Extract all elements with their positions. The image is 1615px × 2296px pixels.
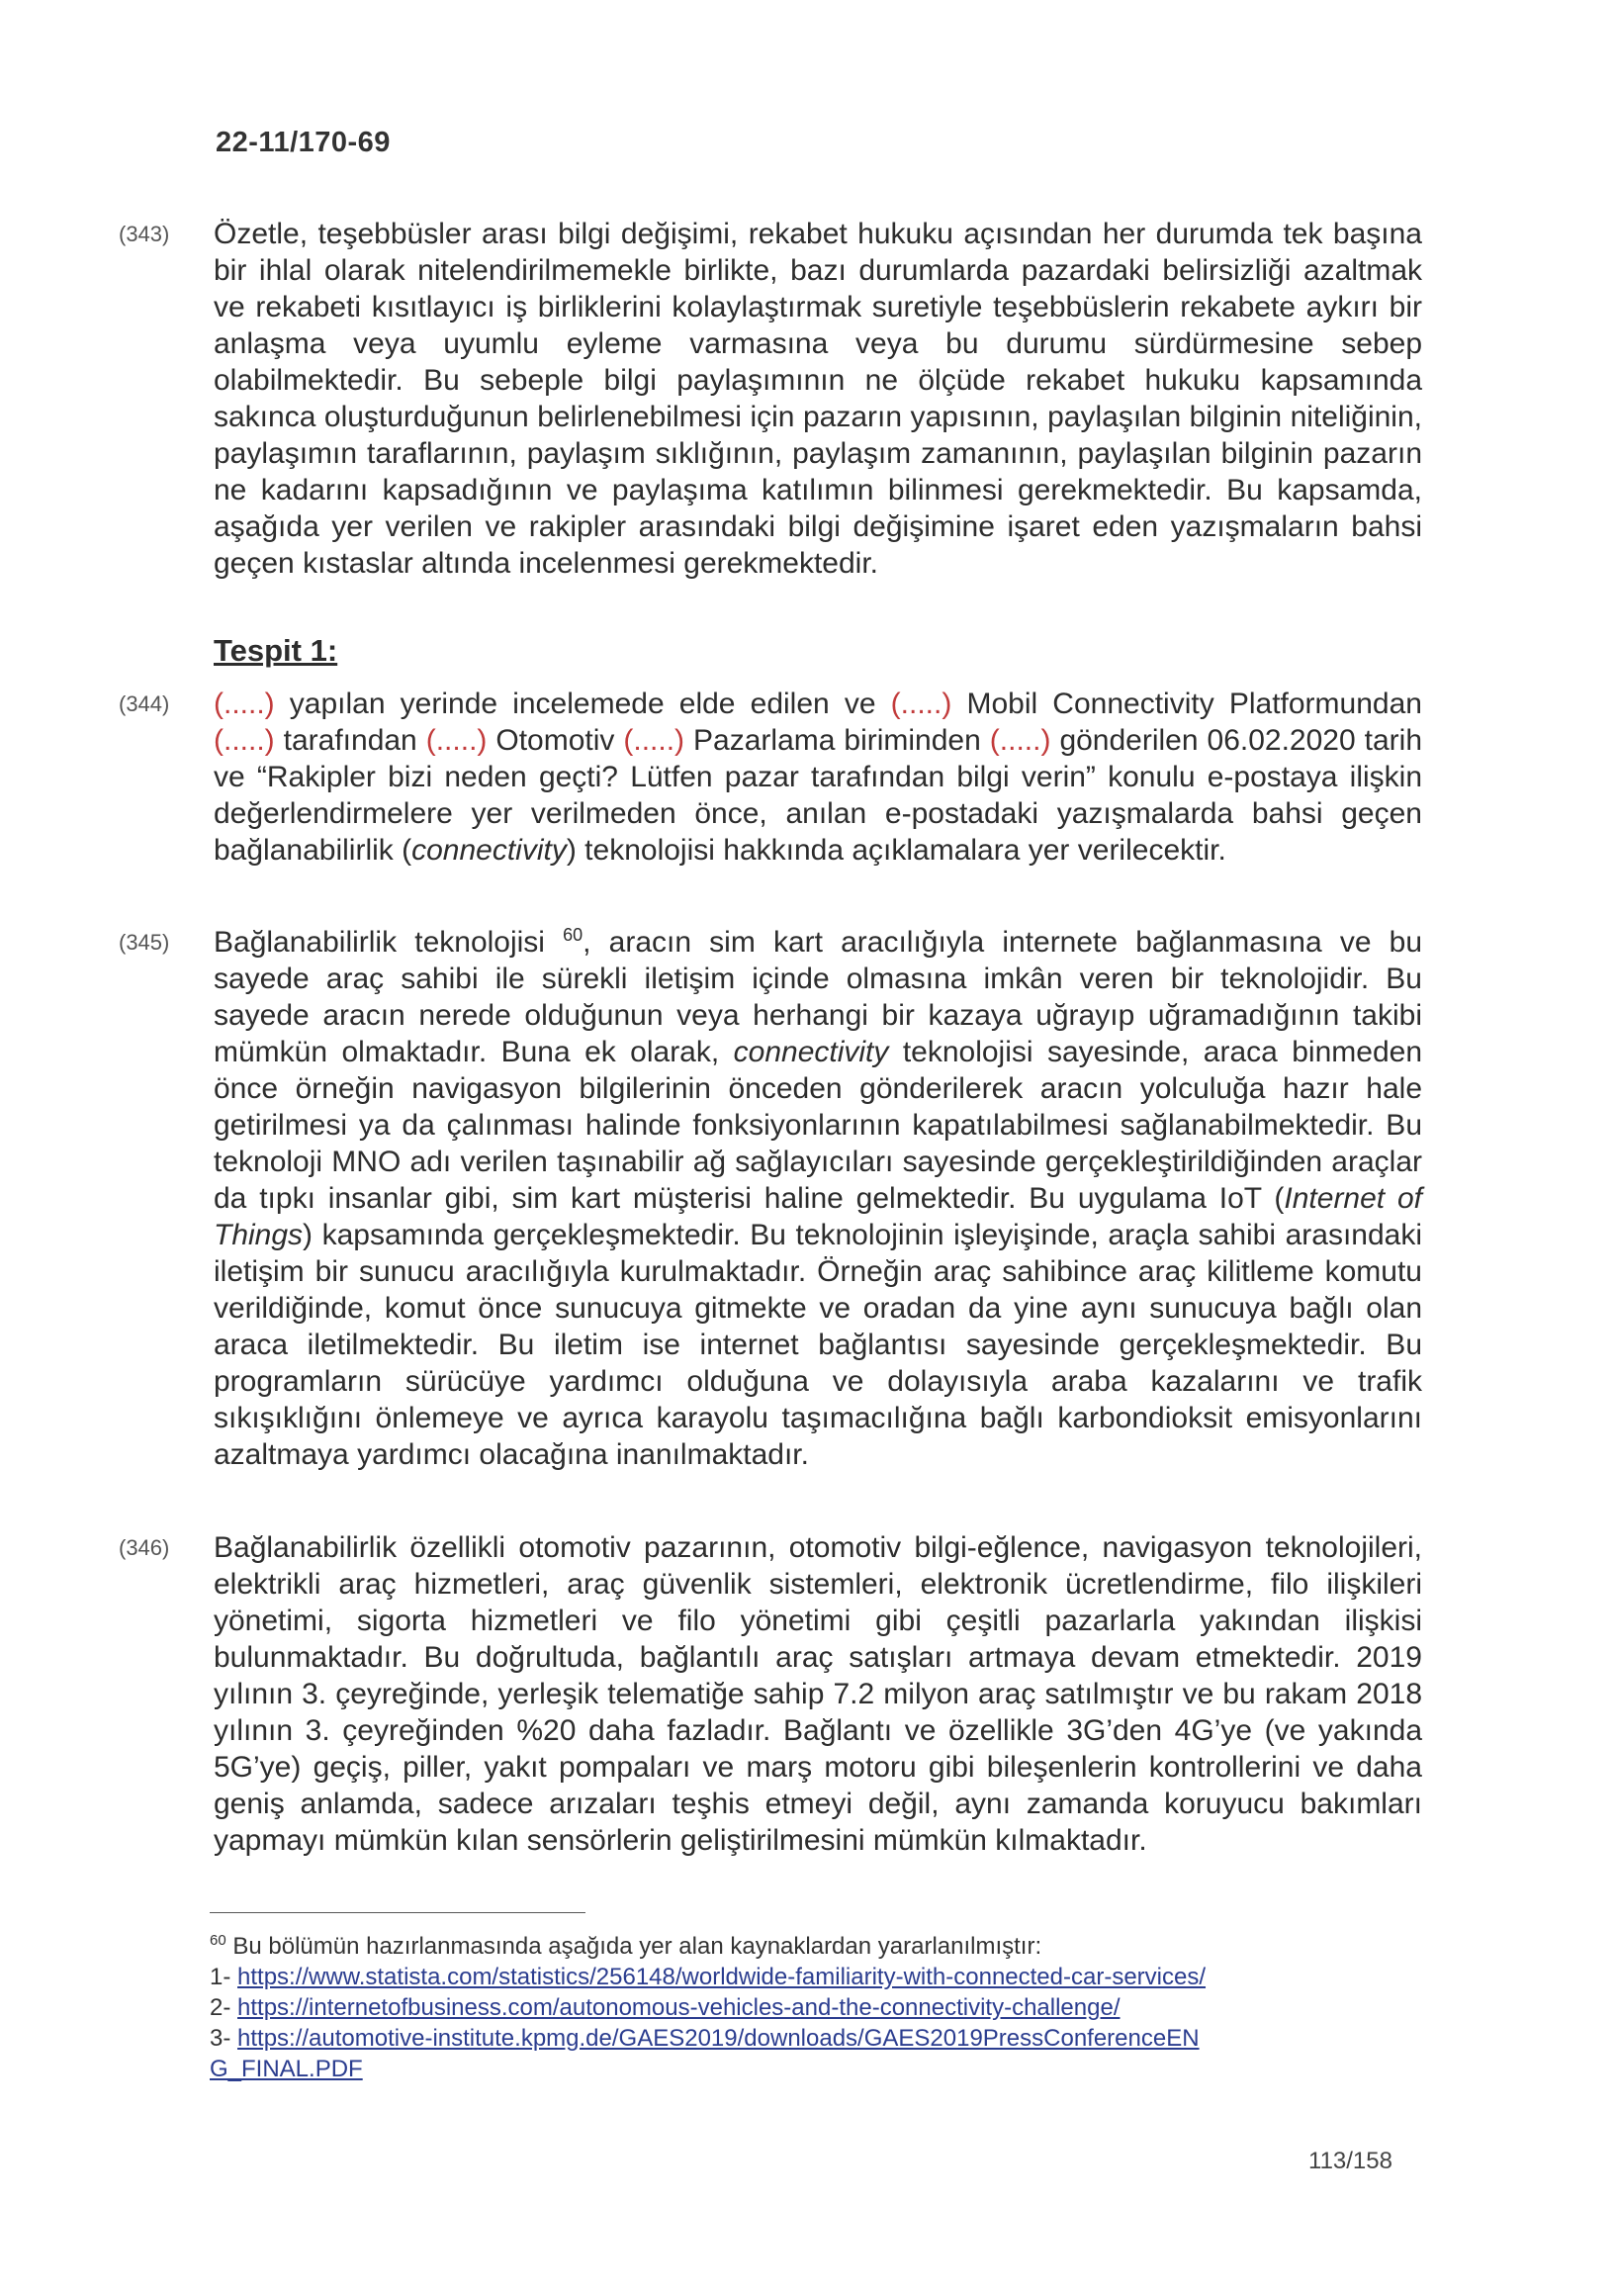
paragraph-number: (346) <box>119 1535 170 1560</box>
footnote-intro <box>210 1931 1426 1962</box>
paragraph-text: Bağlanabilirlik özellikli otomotiv pazarının, otomotiv bilgi-eğlence, navigasyon teknolojileri, elektrikli araç hizmetleri, araç güvenlik sistemleri, elektronik ücretlendirme, filo ilişkileri yönetimi, sigorta hizmetleri ve filo yönetimi gibi çeşitli pazarlarla yakından ilişkisi bulunmaktadır. Bu doğrultuda, bağlantılı araç satışları artmaya devam etmektedir. 2019 yılının 3. çeyreğinde, yerleşik telematiğe sahip 7.2 milyon araç satılmıştır ve bu rakam 2018 yılının 3. çeyreğinden %20 daha fazladır. Bağlantı ve özellikle 3G’den 4G’ye (ve yakında 5G’ye) geçiş, piller, yakıt pompaları ve marş motoru gibi bileşenlerin kontrollerini ve daha geniş anlamda, sadece arızaları teşhis etmeyi değil, aynı zamanda koruyucu bakımları yapmayı mümkün kılan sensörlerin geliştirilmesini mümkün kılmaktadır. <box>214 1531 1422 1857</box>
text-run: ) teknolojisi hakkında açıklamalara yer verilecektir. <box>566 834 1226 867</box>
redaction-mark: (.....) <box>214 688 275 720</box>
text-run: tarafından <box>283 724 417 757</box>
italic-term: Internet of Things <box>214 1182 1423 1251</box>
text-run: , aracın sim kart aracılığıyla internete bağlanmasına ve bu sayede araç sahibi ile sürekli iletişim içinde olmasına imkân veren bir teknolojidir. Bu sayede aracın nerede olduğunun veya herhangi bir kazaya uğrayıp uğramadığının takibi mümkün olmaktadır. Buna ek olarak, <box>214 926 1423 1068</box>
text-run: Mobil Connectivity Platformundan <box>966 688 1422 720</box>
footnote-divider <box>210 1912 585 1913</box>
footnote-item-prefix: 2- <box>210 1994 231 2021</box>
text-run: Bağlanabilirlik teknolojisi <box>214 926 545 959</box>
paragraph-number: (344) <box>119 691 170 716</box>
footnote-item <box>210 1962 1426 1992</box>
footnote-item-prefix: 3- <box>210 2025 231 2052</box>
redaction-mark: (.....) <box>890 688 952 720</box>
section-heading: Tespit 1: <box>214 633 338 668</box>
footnote-item <box>210 2023 1209 2084</box>
paragraph-number: (343) <box>119 222 170 246</box>
text-run: Otomotiv <box>495 724 615 757</box>
italic-term: connectivity <box>733 1036 889 1068</box>
paragraph-number: (345) <box>119 930 170 955</box>
footnote-link[interactable]: https://internetofbusiness.com/autonomous-vehicles-and-the-connectivity-challenge/ <box>237 1994 1121 2021</box>
footnote-ref[interactable]: 60 <box>563 925 583 945</box>
footnote-item <box>210 1992 1426 2023</box>
paragraph-346 <box>119 1529 1422 1859</box>
paragraph-text <box>214 924 1422 1473</box>
page-number: 113/158 <box>1308 2148 1392 2174</box>
paragraph-345 <box>119 924 1422 1473</box>
paragraph-text <box>214 686 1422 869</box>
redaction-mark: (.....) <box>214 724 275 757</box>
footnote-link[interactable]: https://automotive-institute.kpmg.de/GAES2019/downloads/GAES2019PressConferenceENG_FINAL.PDF <box>210 2025 1200 2082</box>
text-run: teknolojisi sayesinde, araca binmeden önce örneğin navigasyon bilgilerinin önceden gönderilerek aracın yolculuğa hazır hale getirilmesi ya da çalınması halinde fonksiyonlarının kapatılabilmesi sağlanabilmektedir. Bu teknoloji MNO adı verilen taşınabilir ağ sağlayıcıları sayesinde gerçekleştirildiğinden araçlar da tıpkı insanlar gibi, sim kart müşterisi haline gelmektedir. Bu uygulama IoT ( <box>214 1036 1423 1215</box>
footnote-text: Bu bölümün hazırlanmasında aşağıda yer alan kaynaklardan yararlanılmıştır: <box>232 1933 1042 1960</box>
italic-term: connectivity <box>411 834 567 867</box>
paragraph-344 <box>119 686 1422 869</box>
text-run: yapılan yerinde incelemede elde edilen ve <box>289 688 876 720</box>
footnotes <box>210 1931 1426 2084</box>
footnote-marker: 60 <box>210 1932 226 1949</box>
redaction-mark: (.....) <box>425 724 488 757</box>
text-run: gönderilen 06.02.2020 tarih ve “Rakipler bizi neden geçti? Lütfen pazar tarafından bilgi verin” konulu e-postaya ilişkin değerlendirmelere yer verilmeden önce, anılan e-postadaki yazışmalarda bahsi geçen bağlanabilirlik ( <box>214 724 1423 867</box>
redaction-mark: (.....) <box>989 724 1051 757</box>
document-number: 22-11/170-69 <box>216 127 391 158</box>
paragraph-343 <box>119 216 1422 582</box>
redaction-mark: (.....) <box>623 724 685 757</box>
footnote-item-prefix: 1- <box>210 1964 231 1990</box>
text-run: Pazarlama biriminden <box>693 724 981 757</box>
paragraph-text: Özetle, teşebbüsler arası bilgi değişimi, rekabet hukuku açısından her durumda tek başına bir ihlal olarak nitelendirilmemekle birlikte, bazı durumlarda pazardaki belirsizliği azaltmak ve rekabeti kısıtlayıcı iş birliklerini kolaylaştırmak suretiyle teşebbüslerin rekabete aykırı bir anlaşma veya uyumlu eyleme varmasına veya bu durumu sürdürmesine sebep olabilmektedir. Bu sebeple bilgi paylaşımının ne ölçüde rekabet hukuku kapsamında sakınca oluşturduğunun belirlenebilmesi için pazarın yapısının, paylaşılan bilginin niteliğinin, paylaşımın taraflarının, paylaşım sıklığının, paylaşım zamanının, paylaşılan bilginin pazarın ne kadarını kapsadığının ve paylaşıma katılımın bilinmesi gerekmektedir. Bu kapsamda, aşağıda yer verilen ve rakipler arasındaki bilgi değişimine işaret eden yazışmaların bahsi geçen kıstaslar altında incelenmesi gerekmektedir. <box>214 218 1422 580</box>
text-run: ) kapsamında gerçekleşmektedir. Bu teknolojinin işleyişinde, araçla sahibi arasındaki iletişim bir sunucu aracılığıyla kurulmaktadır. Örneğin araç sahibince araç kilitleme komutu verildiğinde, komut önce sunucuya gitmekte ve oradan da yine aynı sunucuya bağlı olan araca iletilmektedir. Bu iletim ise internet bağlantısı sayesinde gerçekleşmektedir. Bu programların sürücüye yardımcı olduğuna ve dolayısıyla araba kazalarını ve trafik sıkışıklığını önlemeye ve ayrıca karayolu taşımacılığına bağlı karbondioksit emisyonlarını azaltmaya yardımcı olacağına inanılmaktadır. <box>214 1219 1422 1471</box>
footnote-link[interactable]: https://www.statista.com/statistics/256148/worldwide-familiarity-with-connected-car-services/ <box>237 1964 1207 1990</box>
